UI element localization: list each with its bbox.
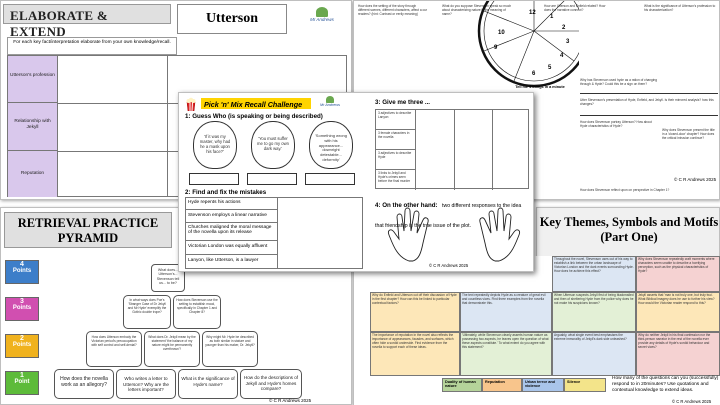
elaborate-heading: ELABORATE & EXTEND bbox=[10, 8, 109, 39]
mistake-row: Churches maligned the moral message of the novella upon its release bbox=[186, 223, 278, 241]
elaborate-row-label: Utterson's profession bbox=[8, 56, 58, 103]
clock-question: Why has Stevenson used hyde as a ration of changing through & Hyde? Could this be a sign on them? bbox=[580, 78, 658, 86]
theme-cell: Arguably, what single event best emphasises the extreme immorality of Jekyll's dark side unleashed? bbox=[552, 332, 636, 376]
theme-cell: The importance of reputation in the novel also reflects the importance of appearances, facades, and surfaces, which often hide a sordid underside. Find evidence from the novella to support each of these ideas. bbox=[370, 332, 460, 376]
pickmix-title: Pick 'n' Mix Recall Challenge bbox=[204, 99, 303, 109]
clock-question: What do you suppose Stevenson speak so much about characterizing nature is the meaning of name? bbox=[442, 4, 512, 16]
themes-legend bbox=[442, 378, 606, 392]
elaborate-title-box bbox=[177, 4, 287, 34]
pyramid-hexagon: How does the novella work as an allegory? bbox=[54, 369, 114, 399]
points-badge: 1 Point bbox=[5, 371, 39, 395]
points-badge: 4 Points bbox=[5, 260, 39, 284]
elaborate-answer-col bbox=[58, 56, 168, 197]
clock-question: What is the significance of Utterson's profession to his characterization? bbox=[644, 4, 716, 12]
face-icon: 'If it was my master, why had he a mask upon his face?' bbox=[193, 121, 237, 169]
theme-cell: 'Ultimately, while Stevenson clearly asserts human nature as possessing two aspects, he leaves open the question of what these aspects constitute.' To what extent do you agree with this statement? bbox=[460, 332, 552, 376]
mistake-row: Victorian London was equally affluent bbox=[186, 241, 278, 255]
svg-text:6: 6 bbox=[532, 71, 536, 77]
pickmix-section-3: 3: Give me three ... bbox=[375, 99, 431, 106]
clock-question: How does Stevenson portray Utterson? How about Hyde characteristics of Hyde? bbox=[580, 120, 652, 128]
pickmix-title-bar bbox=[201, 98, 311, 109]
elaborate-heading-bar bbox=[3, 4, 171, 39]
clock-icon bbox=[474, 1, 579, 93]
pyramid-hexagon: Who writes a letter to Utterson? Why are the letters important? bbox=[116, 369, 176, 399]
themes-subtitle: (Part One) bbox=[600, 230, 658, 244]
pyramid-hexagon: How does Utterson embody the Victorian period's preoccupation with self control and self-denial? bbox=[86, 331, 142, 367]
elaborate-row-label: Reputation bbox=[8, 151, 58, 197]
clock-guideline bbox=[580, 93, 718, 94]
theme-cell: When Utterson suspects Jekyll first of being blackmailed and then of sheltering Hyde from the police why does he not make his suspicions known? bbox=[552, 292, 636, 332]
three-table bbox=[375, 109, 529, 189]
clock-guideline bbox=[580, 115, 718, 116]
legend-item: Reputation bbox=[482, 378, 522, 392]
legend-item: Silence bbox=[564, 378, 606, 392]
answer-box bbox=[189, 173, 239, 185]
clock-question: How does Stevenson reflect upon on perspective in Chapter 1? bbox=[580, 188, 670, 192]
three-row: 3 female characters in the novella bbox=[376, 130, 416, 150]
theme-cell: The text repeatedly depicts Hyde as a creature of great evil and countless vices. Find three examples from the novella that demonstrate this. bbox=[460, 292, 552, 332]
mistake-row: Hyde repents his actions bbox=[186, 198, 278, 210]
clock-question: How does the setting of the story through different scenes, different characters, affect a our readers? (hint: Contrast or eerily meaning) bbox=[358, 4, 428, 16]
svg-text:3: 3 bbox=[566, 39, 570, 45]
pyramid-heading: RETRIEVAL PRACTICE PYRAMID bbox=[17, 216, 159, 245]
points-badge: 2 Points bbox=[5, 334, 39, 358]
pickmix-logo: Mr Andrews bbox=[315, 96, 345, 107]
svg-text:12: 12 bbox=[529, 10, 536, 16]
legend-item: Urban terror and violence bbox=[522, 378, 564, 392]
svg-text:1: 1 bbox=[550, 14, 554, 20]
elaborate-row-label: Relationship with Jekyll bbox=[8, 103, 58, 151]
three-row: 3 adjectives to describe Hyde bbox=[376, 150, 416, 170]
elaborate-instruction-box: For each key fact/interpretation elaborate from your own knowledge/recall. bbox=[7, 37, 177, 55]
theme-cell: Why do neither Jekyll in his final confession nor the third-person narrator in the rest of the novella ever provide any details of Hyde's sordid behaviour and secret vices? bbox=[636, 332, 720, 376]
hands-icon bbox=[379, 205, 529, 263]
pyramid-copyright: © C R Andrews 2025 bbox=[269, 398, 312, 403]
pyramid-hexagon: How do the descriptions of Jekyll and Hyde's homes compare? bbox=[240, 369, 302, 399]
svg-text:4: 4 bbox=[560, 53, 564, 59]
answer-box bbox=[305, 173, 355, 185]
three-row: 3 links to Jekyll and Hyde's crimes seen before the final murder bbox=[376, 170, 416, 190]
theme-cell: Why does Stevenson repeatedly craft moments where characters seem unable to describe a horrifying perception, such as the physical characteristics of Hyde? bbox=[636, 256, 720, 292]
answer-box bbox=[247, 173, 297, 185]
pickmix-section-2: 2: Find and fix the mistakes bbox=[185, 189, 267, 196]
clock-question: Utter Stevenson's presentation of Hyde, Enfield, and Jekyll. Is their mirrored analysis? how this changes? bbox=[580, 98, 714, 106]
pickmix-sheet bbox=[178, 92, 534, 272]
elaborate-logo: Mr Andrews bbox=[297, 7, 347, 31]
pyramid-hexagon: How does Stevenson use the setting to establish mood, specifically in Chapter 1 and Chapter 8? bbox=[173, 295, 221, 329]
clock-question: Why does Stevenson present the title in a 'closed-door' chapter? How does the critical intrusion continue? bbox=[662, 128, 715, 140]
svg-text:5: 5 bbox=[548, 65, 552, 71]
tree-icon bbox=[316, 7, 328, 17]
pyramid-hexagon: What is the significance of Hyde's name? bbox=[178, 369, 238, 399]
face-icon: 'Something wrong with his appearance... downright detestable... deformity' bbox=[309, 121, 353, 169]
themes-copyright: © C R Andrews 2025 bbox=[672, 399, 712, 404]
svg-text:9: 9 bbox=[494, 45, 498, 51]
svg-text:2: 2 bbox=[562, 25, 566, 31]
theme-cell: Why do Enfield and Utterson cut off their discussion of Hyde in the first chapter? How can this be linked to particular contextual factors? bbox=[370, 292, 460, 332]
three-row: 3 adjectives to describe Lanyon bbox=[376, 110, 416, 130]
pyramid-hexagon: In what ways does Poe's 'Stranger Case of Dr Jekyll and Mr Hyde' exemplify the Gothic double trope? bbox=[123, 295, 171, 329]
tree-icon bbox=[326, 96, 334, 103]
face-icon: 'You must suffer me to go my own dark way.' bbox=[251, 121, 295, 169]
legend-item: Duality of human nature bbox=[442, 378, 482, 392]
theme-cell: Jekyll asserts that 'man is not truly one, but truly two'. What Biblical imagery does he use to further his view? How would the Victorian reader respond to this? bbox=[636, 292, 720, 332]
pickmix-section-4: 4: On the other hand: two different responses to the idea that friendship is the true issue of the plot. bbox=[375, 202, 522, 229]
svg-text:10: 10 bbox=[498, 30, 505, 36]
pickmix-section-1: 1: Guess Who (is speaking or being described) bbox=[185, 113, 323, 120]
mistake-row: Lanyon, like Utterson, is a lawyer bbox=[186, 255, 278, 269]
pyramid-hexagon: What does Dr. Jekyll mean by the statement 'the balance of my nature might be permanently overthrown'? bbox=[144, 331, 200, 367]
clock-face bbox=[474, 1, 579, 93]
themes-prompt: How many of the questions can you (successfully) respond to in 20minutes? Use quotations and contextual knowledge to extend ideas. bbox=[612, 376, 719, 393]
popcorn-icon bbox=[185, 97, 197, 111]
pyramid-hexagon: What does... Utterson's... Stevenson tell us... to be? bbox=[151, 264, 185, 292]
points-badge: 3 Points bbox=[5, 297, 39, 321]
mistake-row: Stevenson employs a linear narrative bbox=[186, 210, 278, 223]
clock-copyright: © C R Andrews 2025 bbox=[674, 177, 717, 182]
clock-center-label: Tell me 4 things in a minute bbox=[515, 85, 565, 89]
mistakes-table bbox=[185, 197, 363, 269]
pyramid-hexagon: Why might Mr. Hyde be described as both similar in stature and younger than his maker, Dr. Jekyll? bbox=[202, 331, 258, 367]
themes-grid bbox=[353, 256, 720, 405]
elaborate-title: Utterson bbox=[205, 11, 259, 26]
pickmix-copyright: © C R Andrews 2025 bbox=[429, 263, 469, 268]
clock-question: How are Utterson and Enfield related? How does the narrative connect? bbox=[544, 4, 606, 12]
themes-title: Key Themes, Symbols and Motifs bbox=[539, 215, 719, 229]
pyramid-heading-bar bbox=[4, 212, 172, 248]
themes-title-bar bbox=[537, 208, 720, 256]
theme-cell: Throughout the novel, Stevenson uses out of his way to establish a link between the urban landscape of Victorian London and the dark events surrounding Hyde. How does he achieve this effect? bbox=[552, 256, 636, 292]
